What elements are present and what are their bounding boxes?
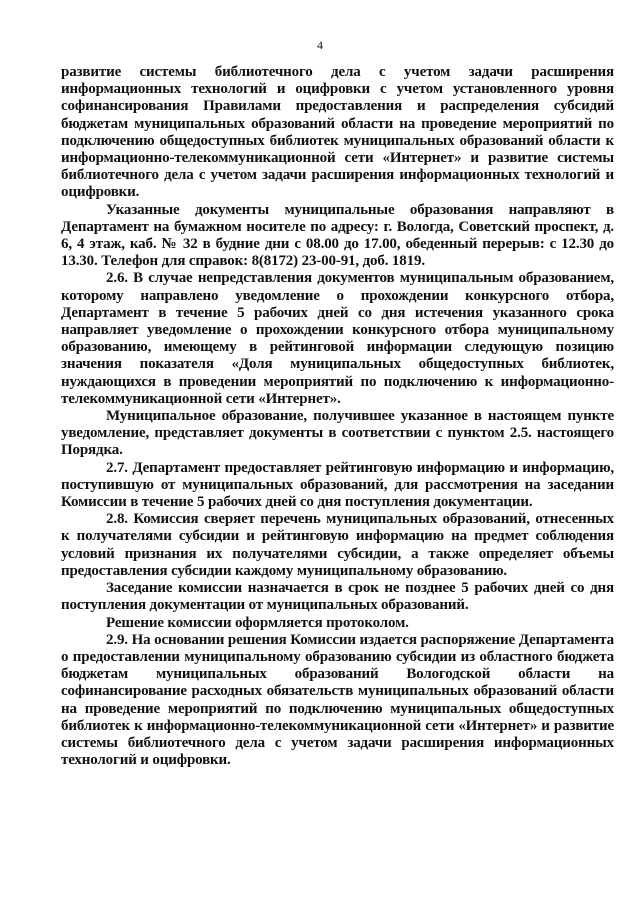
paragraph-continuation: развитие системы библиотечного дела с учетом задачи расширения информационных технологий и оцифровки с учетом установленного уровня софинансирования Правилами предоставления и распределения субсидий бюджетам муниципальных образований области на проведение мероприятий по подключению общедоступных библиотек муниципальных образований области к информационно-телекоммуникационной сети «Интернет» и развитие системы библиотечного дела с учетом задачи расширения информационных технологий и оцифровки. [61,64,614,201]
paragraph-2-6-notification: Муниципальное образование, получившее указанное в настоящем пункте уведомление, представляет документы в соответствии с пунктом 2.5. настоящего Порядка. [61,408,614,459]
paragraph-commission-decision: Решение комиссии оформляется протоколом. [106,614,409,631]
paragraph-2-8: 2.8. Комиссия сверяет перечень муниципальных образований, отнесенных к получателями субсидии и рейтинговую информацию на предмет соблюдения условий признания их получателями субсидии, а также определяет объемы предоставления субсидии каждому муниципальному образованию. [61,511,614,579]
paragraph-2-6: 2.6. В случае непредставления документов муниципальным образованием, которому направлено уведомление о прохождении конкурсного отбора, Департамент в течение 5 рабочих дней со дня истечения указанного срока направляет уведомление о прохождении конкурсного отбора муниципальному образованию, имеющему в рейтинговой информации следующую позицию значения показателя «Доля муниципальных общедоступных библиотек, нуждающихся в проведении мероприятий по подключению к информационно-телекоммуникационной сети «Интернет». [61,270,614,407]
document-body [61,64,614,769]
paragraph-2-7: 2.7. Департамент предоставляет рейтинговую информацию и информацию, поступившую от муниципальных образований, для рассмотрения на заседании Комиссии в течение 5 рабочих дней со дня поступления документации. [61,459,614,511]
paragraph-submission-address: Указанные документы муниципальные образования направляют в Департамент на бумажном носителе по адресу: г. Вологда, Советский проспект, д. 6, 4 этаж, каб. № 32 в будние дни с 08.00 до 17.00, обеденный перерыв: с 12.30 до 13.30. Телефон для справок: 8(8172) 23-00-91, доб. 1819. [61,201,614,270]
paragraph-commission-meeting: Заседание комиссии назначается в срок не позднее 5 рабочих дней со дня поступления документации от муниципальных образований. [61,580,614,614]
paragraph-2-9: 2.9. На основании решения Комиссии издается распоряжение Департамента о предоставлении муниципальному образованию субсидии из областного бюджета бюджетам муниципальных образований Вологодской области на софинансирование расходных обязательств муниципальных образований области на проведение мероприятий по подключению муниципальных общедоступных библиотек к информационно-телекоммуникационной сети «Интернет» и развитие системы библиотечного дела с учетом задачи расширения информационных технологий и оцифровки. [61,631,614,769]
page-number: 4 [317,38,323,52]
